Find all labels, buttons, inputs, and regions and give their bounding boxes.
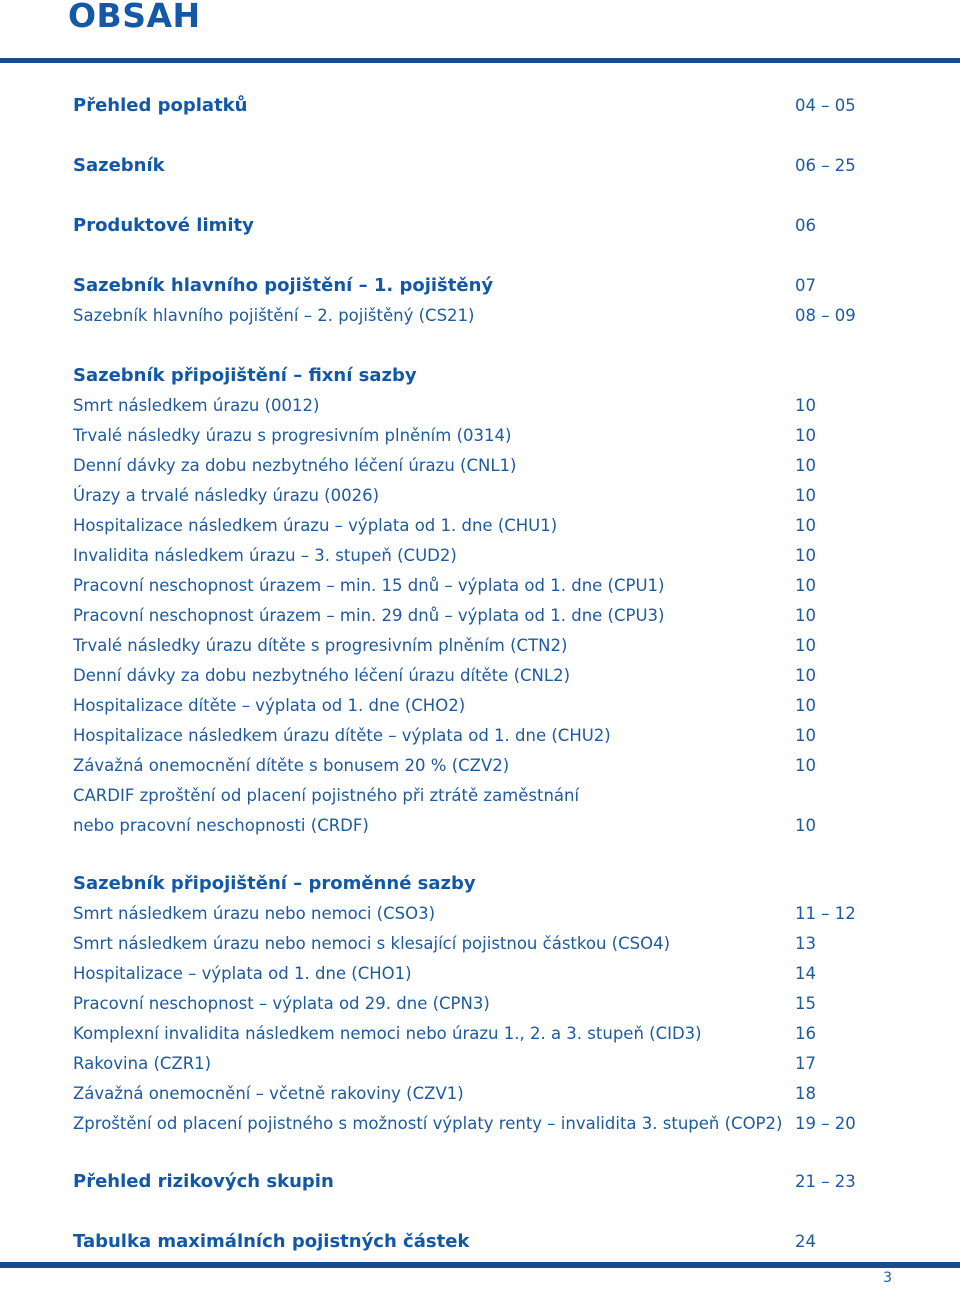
toc-entry xyxy=(73,1227,873,1257)
toc-entry xyxy=(73,929,873,959)
toc-entry-label: Závažná onemocnění – včetně rakoviny (CZV1) xyxy=(73,1084,464,1103)
toc-entry-page: 17 xyxy=(795,1054,816,1073)
toc-entry xyxy=(73,1049,873,1079)
toc-entry-page: 21 – 23 xyxy=(795,1172,856,1191)
toc-entry-label: Sazebník připojištění – proměnné sazby xyxy=(73,873,476,894)
toc-entry-page: 10 xyxy=(795,726,816,745)
toc-entry-label: Produktové limity xyxy=(73,215,254,236)
toc-entry xyxy=(73,811,873,841)
toc-entry-label: Trvalé následky úrazu dítěte s progresivním plněním (CTN2) xyxy=(73,636,568,655)
toc-entry xyxy=(73,1109,873,1139)
toc-entry-label: Denní dávky za dobu nezbytného léčení úrazu dítěte (CNL2) xyxy=(73,666,571,685)
toc-entry xyxy=(73,631,873,661)
toc-entry-page: 10 xyxy=(795,486,816,505)
toc-entry-label: Sazebník hlavního pojištění – 2. pojištěný (CS21) xyxy=(73,306,475,325)
toc-entry-page: 10 xyxy=(795,516,816,535)
toc-entry-label: Hospitalizace – výplata od 1. dne (CHO1) xyxy=(73,964,412,983)
page-number: 3 xyxy=(883,1270,892,1286)
toc-entry-label: Trvalé následky úrazu s progresivním plněním (0314) xyxy=(73,426,512,445)
toc-entry-label: Sazebník připojištění – fixní sazby xyxy=(73,365,417,386)
toc-entry xyxy=(73,751,873,781)
toc-entry-label: nebo pracovní neschopnosti (CRDF) xyxy=(73,816,369,835)
toc-entry xyxy=(73,899,873,929)
toc-entry-page: 04 – 05 xyxy=(795,96,856,115)
toc-entry-label: Pracovní neschopnost – výplata od 29. dne (CPN3) xyxy=(73,994,490,1013)
toc-entry-label: Pracovní neschopnost úrazem – min. 15 dnů – výplata od 1. dne (CPU1) xyxy=(73,576,665,595)
toc-entry-label: Zproštění od placení pojistného s možností výplaty renty – invalidita 3. stupeň (COP2) xyxy=(73,1114,783,1133)
toc-entry xyxy=(73,151,873,181)
page-title: OBSAH xyxy=(68,0,201,35)
toc-entry-page: 10 xyxy=(795,426,816,445)
toc-entry-label: Úrazy a trvalé následky úrazu (0026) xyxy=(73,486,380,505)
toc-entry-label: Komplexní invalidita následkem nemoci nebo úrazu 1., 2. a 3. stupeň (CID3) xyxy=(73,1024,702,1043)
toc-entry-page: 08 – 09 xyxy=(795,306,856,325)
toc-entry-page: 15 xyxy=(795,994,816,1013)
toc-entry-label: Pracovní neschopnost úrazem – min. 29 dnů – výplata od 1. dne (CPU3) xyxy=(73,606,665,625)
toc-entry-page: 10 xyxy=(795,816,816,835)
toc-entry-label: Sazebník hlavního pojištění – 1. pojištěný xyxy=(73,275,494,296)
toc-entry xyxy=(73,451,873,481)
toc-entry-page: 11 – 12 xyxy=(795,904,856,923)
toc-entry xyxy=(73,361,873,391)
toc-entry xyxy=(73,781,873,811)
toc-entry-label: Smrt následkem úrazu nebo nemoci s klesající pojistnou částkou (CSO4) xyxy=(73,934,671,953)
toc-entry xyxy=(73,571,873,601)
toc-entry-label: Přehled poplatků xyxy=(73,95,248,116)
toc-entry xyxy=(73,989,873,1019)
toc-entry-page: 10 xyxy=(795,636,816,655)
toc-entry xyxy=(73,601,873,631)
toc-entry-label: Hospitalizace dítěte – výplata od 1. dne (CHO2) xyxy=(73,696,466,715)
toc-entry-label: Smrt následkem úrazu (0012) xyxy=(73,396,320,415)
toc-entry xyxy=(73,661,873,691)
toc-entry xyxy=(73,391,873,421)
toc-entry xyxy=(73,1167,873,1197)
toc-entry xyxy=(73,959,873,989)
toc-entry-page: 07 xyxy=(795,276,816,295)
toc-entry xyxy=(73,691,873,721)
toc-entry-label: Rakovina (CZR1) xyxy=(73,1054,212,1073)
toc-entry-page: 14 xyxy=(795,964,816,983)
toc-entry-page: 10 xyxy=(795,606,816,625)
toc-entry xyxy=(73,1079,873,1109)
toc-entry xyxy=(73,271,873,301)
toc-entry xyxy=(73,541,873,571)
toc-entry-page: 18 xyxy=(795,1084,816,1103)
toc-entry-label: CARDIF zproštění od placení pojistného při ztrátě zaměstnání xyxy=(73,786,580,805)
toc-entry-page: 10 xyxy=(795,666,816,685)
toc-entry-page: 10 xyxy=(795,456,816,475)
toc-entry-page: 10 xyxy=(795,696,816,715)
toc-entry xyxy=(73,511,873,541)
toc-entry xyxy=(73,211,873,241)
toc-entry-label: Závažná onemocnění dítěte s bonusem 20 % (CZV2) xyxy=(73,756,510,775)
toc-entry-label: Hospitalizace následkem úrazu – výplata od 1. dne (CHU1) xyxy=(73,516,558,535)
toc-entry xyxy=(73,1019,873,1049)
toc-entry-label: Přehled rizikových skupin xyxy=(73,1171,334,1192)
toc-entry xyxy=(73,421,873,451)
toc-entry-page: 13 xyxy=(795,934,816,953)
toc-entry xyxy=(73,869,873,899)
toc-entry-page: 06 xyxy=(795,216,816,235)
toc-entry-page: 19 – 20 xyxy=(795,1114,856,1133)
toc-entry-label: Tabulka maximálních pojistných částek xyxy=(73,1231,470,1252)
toc-entry-page: 10 xyxy=(795,576,816,595)
toc-entry-label: Denní dávky za dobu nezbytného léčení úrazu (CNL1) xyxy=(73,456,517,475)
toc-entry-page: 24 xyxy=(795,1232,816,1251)
toc-entry xyxy=(73,91,873,121)
toc-entry xyxy=(73,301,873,331)
toc-entry-label: Hospitalizace následkem úrazu dítěte – výplata od 1. dne (CHU2) xyxy=(73,726,611,745)
top-rule xyxy=(0,58,960,63)
bottom-rule xyxy=(0,1262,960,1268)
toc-entry xyxy=(73,721,873,751)
toc-entry-label: Invalidita následkem úrazu – 3. stupeň (CUD2) xyxy=(73,546,457,565)
toc-entry-page: 10 xyxy=(795,756,816,775)
toc-entry-page: 06 – 25 xyxy=(795,156,856,175)
toc-entry-page: 10 xyxy=(795,546,816,565)
toc-entry-page: 16 xyxy=(795,1024,816,1043)
toc-entry-page: 10 xyxy=(795,396,816,415)
toc-entry-label: Smrt následkem úrazu nebo nemoci (CSO3) xyxy=(73,904,436,923)
toc-entry xyxy=(73,481,873,511)
toc-entry-label: Sazebník xyxy=(73,155,165,176)
